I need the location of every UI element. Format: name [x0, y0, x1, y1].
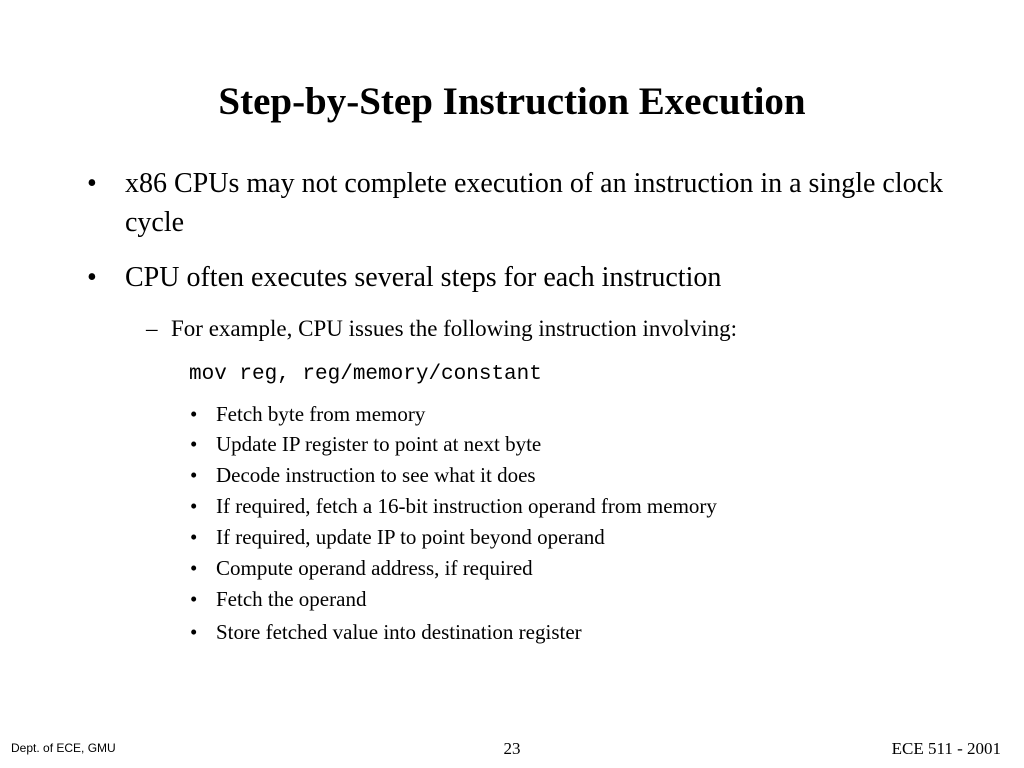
footer-course: ECE 511 - 2001: [891, 739, 1001, 758]
bullet-text: CPU often executes several steps for each instruction: [125, 262, 722, 293]
step-text: Decode instruction to see what it does: [216, 463, 536, 487]
step-text: Fetch the operand: [216, 587, 367, 611]
footer-department: Dept. of ECE, GMU: [11, 741, 116, 755]
page-number: 23: [503, 739, 521, 758]
step-text: Store fetched value into destination register: [216, 620, 582, 644]
step-bullet: •: [190, 494, 198, 518]
step-text: Fetch byte from memory: [216, 402, 426, 426]
code-line: mov reg, reg/memory/constant: [189, 363, 542, 386]
bullet-marker: •: [87, 168, 97, 199]
bullet-text: x86 CPUs may not complete execution of an instruction in a single clock cycle: [125, 168, 944, 238]
step-text: If required, update IP to point beyond operand: [216, 525, 605, 549]
step-text: If required, fetch a 16-bit instruction operand from memory: [216, 494, 717, 518]
step-bullet: •: [190, 402, 198, 426]
step-bullet: •: [190, 463, 198, 487]
step-text: Compute operand address, if required: [216, 556, 533, 580]
step-bullet: •: [190, 432, 198, 456]
slide-title: Step-by-Step Instruction Execution: [218, 80, 806, 123]
step-bullet: •: [190, 587, 198, 611]
dash-marker: –: [146, 316, 158, 341]
step-bullet: •: [190, 556, 198, 580]
step-text: Update IP register to point at next byte: [216, 432, 542, 456]
step-bullet: •: [190, 525, 198, 549]
step-bullet: •: [190, 620, 198, 644]
bullet-marker: •: [87, 262, 97, 293]
sub-bullet-text: For example, CPU issues the following instruction involving:: [171, 316, 738, 341]
